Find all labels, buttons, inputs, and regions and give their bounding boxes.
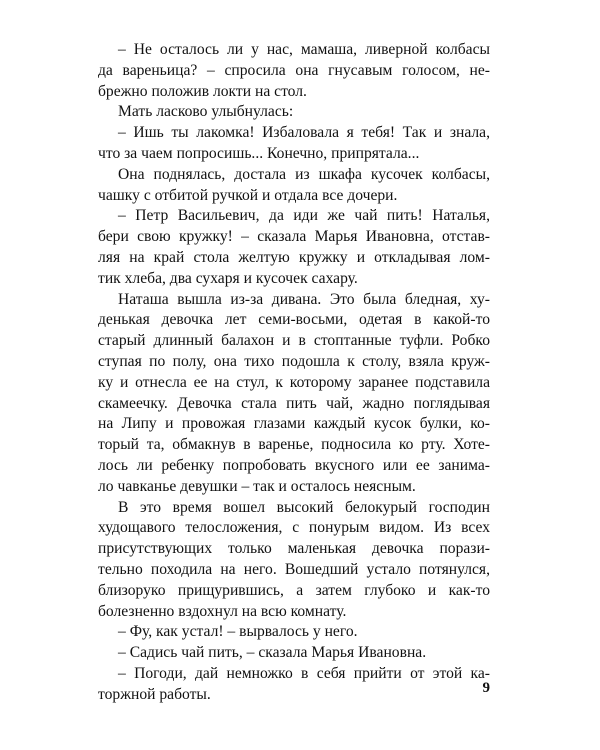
text-line: ляя на край стола желтую кружку и откладывая лом- — [98, 248, 490, 266]
text-line: ло чавканье девушки – так и осталось неясным. — [98, 477, 416, 495]
text-line: на Липу и провожая глазами каждый кусок булки, ко- — [98, 415, 490, 433]
text-line: брежно положив локти на стол. — [98, 82, 307, 100]
paragraph — [98, 206, 490, 289]
text-line: чашку с отбитой ручкой и отдала все дочери. — [98, 186, 398, 204]
text-line: денькая девочка лет семи-восьми, одетая в какой-то — [98, 311, 490, 329]
text-line: – Ишь ты лакомка! Избаловала я тебя! Так и знала, — [118, 124, 490, 142]
text-line: В это время вошел высокий белокурый господин — [118, 498, 490, 516]
paragraph — [98, 290, 490, 498]
text-line: скамеечку. Девочка стала пить чай, жадно поглядывая — [98, 394, 490, 412]
paragraph — [98, 664, 490, 706]
page-text — [98, 40, 490, 706]
text-line: Мать ласково улыбнулась: — [118, 103, 294, 121]
text-line: близоруко прищурившись, а затем глубоко и как-то — [98, 581, 490, 599]
text-line: – Не осталось ли у нас, мамаша, ливерной колбасы — [118, 41, 490, 58]
text-line: тельно походила на него. Вошедший устало потянулся, — [98, 560, 490, 578]
paragraph — [98, 622, 490, 643]
text-line: бери свою кружку! – сказала Марья Ивановна, отстав- — [98, 228, 490, 246]
text-line: лось ли ребенку попробовать вкусного или ее занима- — [98, 456, 490, 474]
text-line: ступая по полу, она тихо подошла к столу, взяла круж- — [98, 352, 490, 370]
paragraph — [98, 123, 490, 165]
text-line: – Садись чай пить, – сказала Марья Ивановна. — [118, 644, 427, 662]
text-line: болезненно вздохнул на всю комнату. — [98, 602, 347, 620]
paragraph — [98, 643, 490, 664]
text-line: худощавого телосложения, с понурым видом. Из всех — [98, 519, 490, 537]
text-line: старый длинный балахон и в стоптанные туфли. Робко — [98, 332, 490, 350]
page-number: 9 — [482, 680, 490, 696]
text-line: да вареньица? – спросила она гнусавым голосом, не- — [98, 61, 490, 79]
text-line: – Фу, как устал! – вырвалось у него. — [118, 623, 358, 641]
text-line: Она поднялась, достала из шкафа кусочек колбасы, — [118, 165, 490, 183]
text-line: торый та, обмакнув в варенье, подносила ко рту. Хоте- — [98, 436, 490, 454]
text-line: ку и отнесла ее на стул, к которому заранее подставила — [98, 373, 490, 391]
text-line: – Петр Васильевич, да иди же чай пить! Наталья, — [118, 207, 490, 225]
paragraph — [98, 40, 490, 102]
paragraph — [98, 498, 490, 623]
text-line: Наташа вышла из-за дивана. Это была бледная, ху- — [118, 290, 490, 308]
paragraph — [98, 165, 490, 207]
text-line: торжной работы. — [98, 685, 211, 703]
text-line: тик хлеба, два сухаря и кусочек сахару. — [98, 269, 358, 287]
text-line: присутствующих только маленькая девочка порази- — [98, 540, 490, 558]
text-line: – Погоди, дай немножко в себя прийти от этой ка- — [118, 664, 490, 682]
text-line: что за чаем попросишь... Конечно, припрятала... — [98, 144, 420, 162]
paragraph — [98, 102, 490, 123]
